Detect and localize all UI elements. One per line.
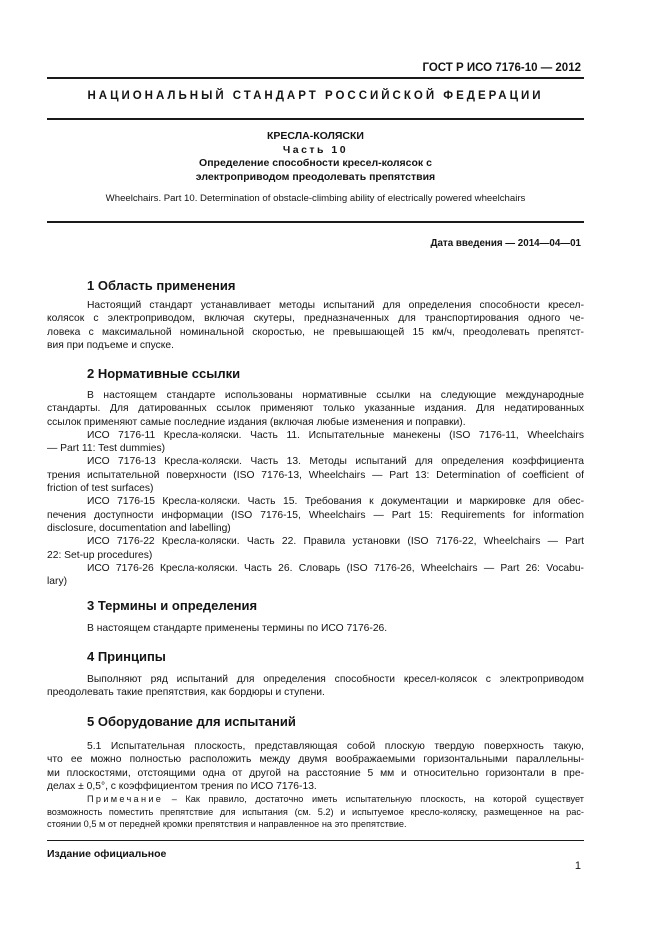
title-rule-bottom: [47, 221, 584, 223]
text-line: friction of test surfaces): [47, 483, 154, 495]
page-number: 1: [574, 860, 581, 872]
title-line-2: электроприводом преодолевать препятствия: [195, 170, 436, 183]
section-5-body: [47, 740, 584, 793]
reference-iso-7176-26: ИСО 7176-26 Кресла-коляски. Часть 26. Словарь (ISO 7176-26, Wheelchairs — Part 26: Vocabu-: [87, 562, 584, 574]
text-line: disclosure, documentation and labelling): [47, 522, 231, 534]
text-line: ловека с максимальной номинальной скоростью, не превышающей 15 км/ч, преодолевать препятст-: [47, 326, 584, 338]
reference-iso-7176-11: ИСО 7176-11 Кресла-коляски. Часть 11. Испытательные манекены (ISO 7176-11, Wheelchairs: [87, 429, 584, 441]
note-label: Примечание: [87, 794, 164, 804]
section-1-heading: 1 Область применения: [87, 278, 236, 293]
note-text: – Как правило, достаточно иметь испытательную плоскость, на которой существует: [163, 794, 584, 804]
reference-iso-7176-13: ИСО 7176-13 Кресла-коляски. Часть 13. Методы испытаний для определения коэффициента: [87, 456, 584, 468]
section-5-heading: 5 Оборудование для испытаний: [87, 714, 296, 729]
title-main: КРЕСЛА-КОЛЯСКИ: [267, 130, 364, 142]
section-1-body: [47, 299, 584, 352]
official-edition-label: Издание официальное: [47, 848, 167, 860]
title-rule-top: [47, 118, 584, 120]
section-3-body: [47, 622, 584, 635]
text-line: 5.1 Испытательная плоскость, представляющая собой плоскую твердую поверхность такую,: [87, 741, 584, 752]
text-line: Выполняют ряд испытаний для определения способности кресел-колясок с электроприводом: [87, 674, 584, 685]
text-line: — Part 11: Test dummies): [47, 443, 166, 455]
text-line: трения испытательной поверхности (ISO 7176-13, Wheelchairs — Part 13: Determination of coefficient of: [47, 469, 584, 481]
document-code: ГОСТ Р ИСО 7176-10 — 2012: [422, 62, 581, 74]
introduction-date: Дата введения — 2014—04—01: [430, 238, 581, 249]
text-line: печения доступности информации (ISO 7176-15, Wheelchairs — Part 15: Requirements for information: [47, 509, 584, 521]
text-line: ми плоскостями, отстоящими одна от другой на расстояние 5 мм и относительно горизонтали в пре-: [47, 767, 584, 779]
title-line-1: Определение способности кресел-колясок с: [199, 157, 432, 169]
english-title: Wheelchairs. Part 10. Determination of obstacle-climbing ability of electrically powered wheelchairs: [105, 193, 526, 204]
text-line: 22: Set-up procedures): [47, 549, 153, 561]
section-5-note: [47, 793, 584, 831]
text-line: lary): [47, 576, 68, 588]
text-line: стандарты. Для датированных ссылок применяют только указанные издания. Для недатированных: [47, 403, 584, 415]
section-3-heading: 3 Термины и определения: [87, 598, 258, 613]
section-2-body: [47, 389, 584, 588]
text-line: ссылок применяют самые последние издания (включая любые изменения и поправки).: [47, 416, 466, 428]
section-4-heading: 4 Принципы: [87, 649, 166, 664]
note-line: возможность поместить препятствие для испытания (см. 5.2) и испытуемое кресло-коляску, размещенное на рас-: [47, 806, 584, 817]
note-line: стоянии 0,5 м от передней кромки препятствия и направленное на это препятствие.: [47, 819, 407, 829]
text-line: что ее можно полностью расположить между двумя воображаемыми горизонтальными параллельны-: [47, 754, 584, 766]
text-line: преодолевать такие препятствия, как бордюры и ступени.: [47, 687, 325, 699]
national-standard-title: НАЦИОНАЛЬНЫЙ СТАНДАРТ РОССИЙСКОЙ ФЕДЕРАЦИИ: [87, 90, 544, 102]
text-line: колясок с электроприводом, включая скутеры, предназначенных для транспортирования одного че-: [47, 313, 584, 325]
reference-iso-7176-15: ИСО 7176-15 Кресла-коляски. Часть 15. Требования к документации и маркировке для обес-: [87, 496, 584, 508]
text-line: Настоящий стандарт устанавливает методы испытаний для определения способности кресел-: [87, 300, 584, 311]
text-line: В настоящем стандарте использованы нормативные ссылки на следующие международные: [87, 390, 584, 401]
text-line: делах ± 0,5°, с коэффициентом трения по ИСО 7176-13.: [47, 780, 317, 792]
note-line: [47, 793, 584, 806]
header-rule: [47, 77, 584, 79]
text-line: вия при подъеме и спуске.: [47, 339, 174, 351]
text-line: В настоящем стандарте применены термины по ИСО 7176-26.: [87, 623, 388, 634]
document-title: [47, 130, 584, 184]
section-4-body: [47, 673, 584, 700]
footer-rule: [47, 840, 584, 841]
title-part: Часть 10: [282, 143, 349, 156]
section-2-heading: 2 Нормативные ссылки: [87, 366, 241, 381]
reference-iso-7176-22: ИСО 7176-22 Кресла-коляски. Часть 22. Правила установки (ISO 7176-22, Wheelchairs — Part: [87, 536, 584, 548]
